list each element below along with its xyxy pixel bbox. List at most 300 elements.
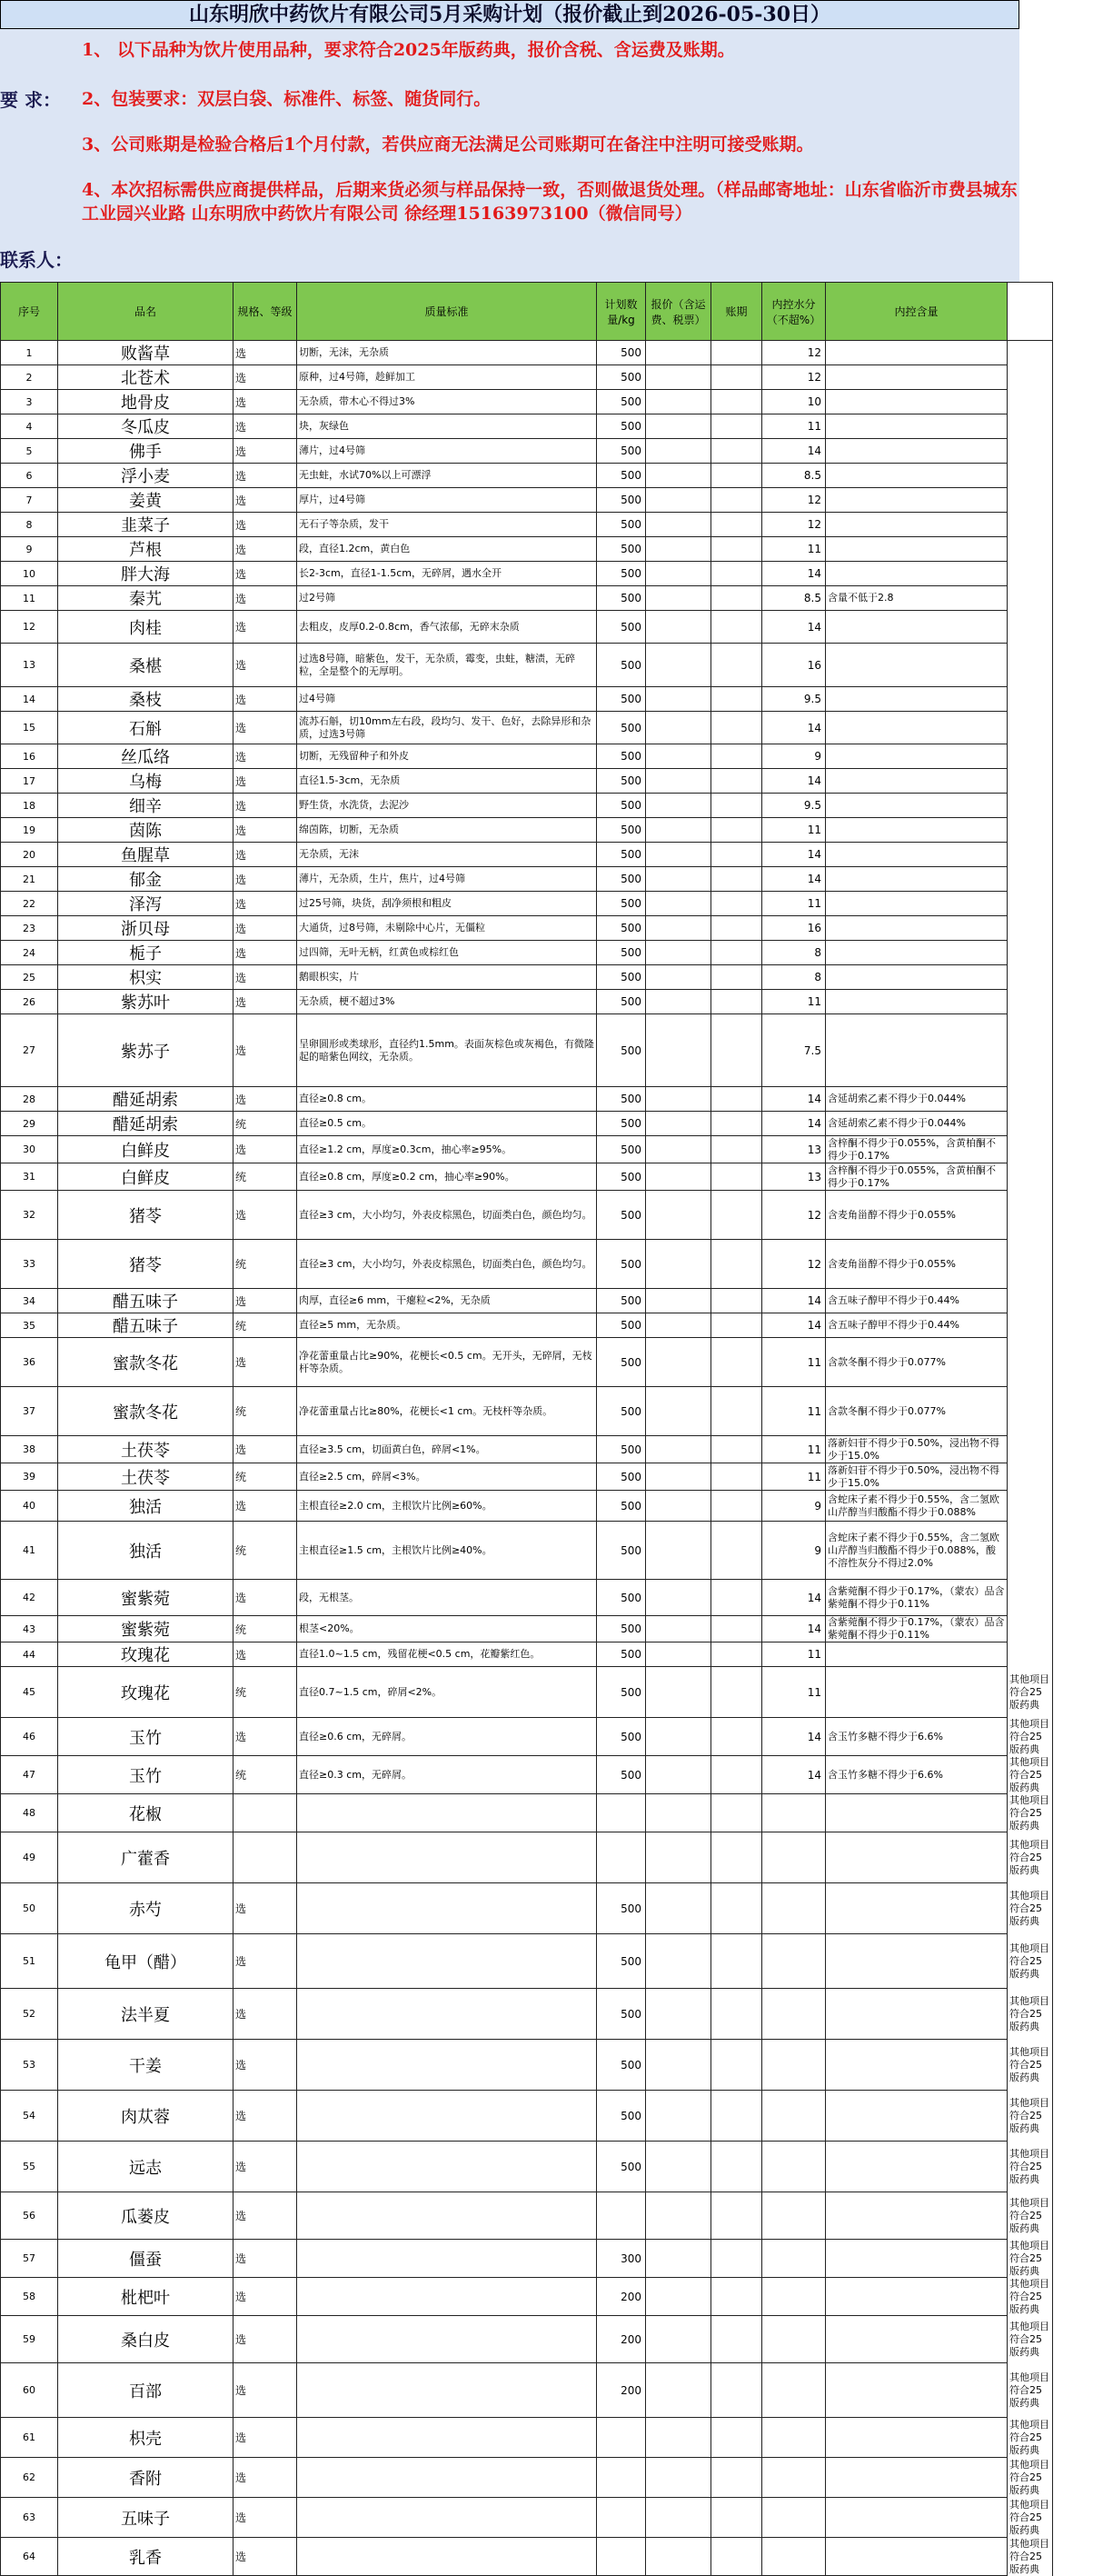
cell-quote <box>646 1989 711 2040</box>
cell-payment-term <box>711 867 762 892</box>
cell-name: 土茯苓 <box>58 1436 234 1463</box>
table-row <box>1 1522 1053 1580</box>
cell-content: 含蛇床子素不得少于0.55%，含二氢欧山芹醇当归酸酯不得少于0.088% <box>826 1491 1008 1522</box>
cell-quantity <box>597 2418 646 2458</box>
cell-quantity: 500 <box>597 513 646 537</box>
cell-no: 43 <box>1 1616 58 1642</box>
cell-quote <box>646 1718 711 1756</box>
table-row <box>1 1163 1053 1191</box>
cell-quantity: 500 <box>597 1491 646 1522</box>
cell-payment-term <box>711 1580 762 1616</box>
cell-spec: 选 <box>234 1136 297 1163</box>
cell-moisture: 9 <box>762 1491 826 1522</box>
cell-quantity: 500 <box>597 488 646 513</box>
cell-payment-term <box>711 464 762 488</box>
cell-quote <box>646 2498 711 2538</box>
cell-name: 百部 <box>58 2363 234 2418</box>
cell-moisture: 8.5 <box>762 586 826 611</box>
cell-standard: 过4号筛 <box>297 687 597 712</box>
cell-payment-term <box>711 2498 762 2538</box>
cell-content <box>826 2498 1008 2538</box>
cell-standard <box>297 1883 597 1934</box>
cell-name: 地骨皮 <box>58 390 234 414</box>
table-row <box>1 1883 1053 1934</box>
cell-quantity: 500 <box>597 892 646 916</box>
cell-name: 独活 <box>58 1491 234 1522</box>
cell-moisture: 11 <box>762 1667 826 1718</box>
cell-standard: 长2-3cm，直径1-1.5cm，无碎屑，遇水全开 <box>297 562 597 586</box>
cell-no: 59 <box>1 2316 58 2363</box>
cell-spec: 选 <box>234 769 297 794</box>
cell-quote <box>646 1436 711 1463</box>
table-row <box>1 794 1053 818</box>
cell-quote <box>646 1313 711 1338</box>
cell-spec: 选 <box>234 562 297 586</box>
cell-extra: 其他项目符合25版药典 <box>1008 1718 1053 1756</box>
cell-quote <box>646 2040 711 2091</box>
cell-no: 57 <box>1 2240 58 2278</box>
cell-extra <box>1008 644 1053 687</box>
cell-payment-term <box>711 1436 762 1463</box>
cell-quote <box>646 1463 711 1491</box>
cell-quote <box>646 1832 711 1883</box>
cell-payment-term <box>711 2240 762 2278</box>
cell-spec: 选 <box>234 1014 297 1087</box>
cell-extra <box>1008 341 1053 365</box>
cell-extra: 其他项目符合25版药典 <box>1008 2316 1053 2363</box>
cell-extra: 其他项目符合25版药典 <box>1008 2040 1053 2091</box>
cell-content: 含玉竹多糖不得少于6.6% <box>826 1756 1008 1794</box>
cell-standard <box>297 2316 597 2363</box>
cell-quantity: 500 <box>597 769 646 794</box>
cell-standard: 过四筛，无叶无柄，红黄色或棕红色 <box>297 941 597 965</box>
cell-extra <box>1008 488 1053 513</box>
cell-payment-term <box>711 1136 762 1163</box>
cell-name: 紫苏子 <box>58 1014 234 1087</box>
table-row <box>1 365 1053 390</box>
cell-spec: 统 <box>234 1313 297 1338</box>
cell-no: 12 <box>1 611 58 644</box>
cell-quote <box>646 586 711 611</box>
cell-no: 36 <box>1 1338 58 1387</box>
cell-extra <box>1008 1289 1053 1313</box>
cell-name: 玫瑰花 <box>58 1667 234 1718</box>
cell-extra <box>1008 390 1053 414</box>
cell-payment-term <box>711 586 762 611</box>
table-row <box>1 744 1053 769</box>
cell-spec: 选 <box>234 1191 297 1240</box>
cell-content <box>826 794 1008 818</box>
cell-content <box>826 2363 1008 2418</box>
cell-payment-term <box>711 1338 762 1387</box>
cell-standard: 过2号筛 <box>297 586 597 611</box>
cell-no: 41 <box>1 1522 58 1580</box>
cell-standard: 薄片，过4号筛 <box>297 439 597 464</box>
cell-spec: 选 <box>234 1642 297 1667</box>
cell-quote <box>646 916 711 941</box>
cell-payment-term <box>711 341 762 365</box>
cell-quantity <box>597 1794 646 1832</box>
cell-name: 法半夏 <box>58 1989 234 2040</box>
cell-quote <box>646 1087 711 1112</box>
cell-content <box>826 843 1008 867</box>
table-row <box>1 562 1053 586</box>
cell-standard <box>297 2278 597 2316</box>
cell-spec: 选 <box>234 2091 297 2142</box>
cell-moisture: 12 <box>762 341 826 365</box>
cell-payment-term <box>711 1087 762 1112</box>
cell-name: 浙贝母 <box>58 916 234 941</box>
cell-payment-term <box>711 1794 762 1832</box>
cell-quote <box>646 1491 711 1522</box>
cell-spec: 选 <box>234 867 297 892</box>
cell-spec: 选 <box>234 365 297 390</box>
cell-quote <box>646 1616 711 1642</box>
cell-no: 18 <box>1 794 58 818</box>
cell-moisture: 11 <box>762 1463 826 1491</box>
cell-name: 鱼腥草 <box>58 843 234 867</box>
cell-moisture: 11 <box>762 818 826 843</box>
table-row <box>1 1616 1053 1642</box>
cell-extra <box>1008 439 1053 464</box>
cell-name: 肉桂 <box>58 611 234 644</box>
cell-extra <box>1008 990 1053 1014</box>
cell-moisture: 11 <box>762 1338 826 1387</box>
cell-no: 30 <box>1 1136 58 1163</box>
cell-moisture: 11 <box>762 990 826 1014</box>
cell-no: 25 <box>1 965 58 990</box>
cell-extra <box>1008 843 1053 867</box>
cell-quantity: 500 <box>597 1014 646 1087</box>
cell-name: 桑白皮 <box>58 2316 234 2363</box>
cell-quote <box>646 990 711 1014</box>
cell-content: 含延胡索乙素不得少于0.044% <box>826 1112 1008 1136</box>
cell-spec: 选 <box>234 2458 297 2498</box>
cell-no: 47 <box>1 1756 58 1794</box>
cell-spec: 选 <box>234 2142 297 2192</box>
cell-payment-term <box>711 2458 762 2498</box>
cell-payment-term <box>711 1718 762 1756</box>
cell-quantity: 500 <box>597 562 646 586</box>
cell-content <box>826 644 1008 687</box>
cell-spec: 选 <box>234 611 297 644</box>
cell-moisture <box>762 2538 826 2576</box>
cell-spec: 选 <box>234 341 297 365</box>
cell-name: 玉竹 <box>58 1756 234 1794</box>
cell-payment-term <box>711 439 762 464</box>
cell-content <box>826 611 1008 644</box>
cell-moisture: 9 <box>762 1522 826 1580</box>
cell-no: 24 <box>1 941 58 965</box>
cell-no: 64 <box>1 2538 58 2576</box>
cell-quantity: 500 <box>597 1191 646 1240</box>
cell-standard: 直径≥0.3 cm，无碎屑。 <box>297 1756 597 1794</box>
cell-quantity: 500 <box>597 341 646 365</box>
cell-quantity: 500 <box>597 1087 646 1112</box>
cell-spec: 选 <box>234 488 297 513</box>
cell-payment-term <box>711 1163 762 1191</box>
cell-spec: 选 <box>234 1289 297 1313</box>
cell-standard: 直径0.7~1.5 cm，碎屑<2%。 <box>297 1667 597 1718</box>
table-row <box>1 644 1053 687</box>
cell-content <box>826 1794 1008 1832</box>
cell-payment-term <box>711 1934 762 1989</box>
cell-content <box>826 867 1008 892</box>
cell-content <box>826 1667 1008 1718</box>
cell-spec <box>234 1832 297 1883</box>
cell-moisture: 14 <box>762 712 826 744</box>
cell-name: 枳壳 <box>58 2418 234 2458</box>
cell-content <box>826 990 1008 1014</box>
cell-payment-term <box>711 2316 762 2363</box>
cell-quote <box>646 892 711 916</box>
cell-moisture <box>762 2142 826 2192</box>
cell-no: 37 <box>1 1387 58 1436</box>
cell-quantity: 500 <box>597 2142 646 2192</box>
cell-standard: 直径≥3 cm，大小均匀，外表皮棕黑色，切面类白色，颜色均匀。 <box>297 1191 597 1240</box>
cell-moisture: 13 <box>762 1136 826 1163</box>
cell-payment-term <box>711 537 762 562</box>
cell-quantity: 500 <box>597 1718 646 1756</box>
cell-name: 瓜蒌皮 <box>58 2192 234 2240</box>
cell-extra: 其他项目符合25版药典 <box>1008 2363 1053 2418</box>
requirement-4: 4、本次招标需供应商提供样品，后期来货必须与样品保持一致，否则做退货处理。（样品邮寄地址：山东省临沂市费县城东工业园兴业路 山东明欣中药饮片有限公司 徐经理15163973100（微信同号） <box>82 180 1018 224</box>
cell-moisture: 14 <box>762 562 826 586</box>
cell-no: 61 <box>1 2418 58 2458</box>
cell-quote <box>646 439 711 464</box>
cell-moisture: 14 <box>762 843 826 867</box>
table-row <box>1 464 1053 488</box>
cell-content <box>826 414 1008 439</box>
cell-quote <box>646 843 711 867</box>
cell-name: 干姜 <box>58 2040 234 2091</box>
cell-quote <box>646 1112 711 1136</box>
cell-name: 土茯苓 <box>58 1463 234 1491</box>
cell-moisture: 12 <box>762 488 826 513</box>
cell-standard: 过选8号筛，暗紫色，发干，无杂质，霉变，虫蛀，糖渍，无碎粒，全是整个的无厚明。 <box>297 644 597 687</box>
cell-name: 花椒 <box>58 1794 234 1832</box>
cell-quote <box>646 1642 711 1667</box>
cell-quote <box>646 1338 711 1387</box>
cell-moisture: 11 <box>762 1387 826 1436</box>
table-row <box>1 2538 1053 2576</box>
cell-moisture: 11 <box>762 1642 826 1667</box>
cell-quote <box>646 1667 711 1718</box>
cell-content <box>826 2142 1008 2192</box>
table-row <box>1 1087 1053 1112</box>
cell-spec: 统 <box>234 1756 297 1794</box>
cell-payment-term <box>711 744 762 769</box>
table-row <box>1 1989 1053 2040</box>
cell-payment-term <box>711 611 762 644</box>
cell-standard <box>297 2363 597 2418</box>
cell-content: 含梓酮不得少于0.055%，含黄柏酮不得少于0.17% <box>826 1163 1008 1191</box>
cell-spec: 统 <box>234 1616 297 1642</box>
cell-quote <box>646 1289 711 1313</box>
cell-no: 34 <box>1 1289 58 1313</box>
cell-content <box>826 712 1008 744</box>
cell-quote <box>646 744 711 769</box>
cell-moisture: 14 <box>762 769 826 794</box>
cell-extra <box>1008 611 1053 644</box>
cell-extra <box>1008 1491 1053 1522</box>
cell-content <box>826 941 1008 965</box>
cell-name: 远志 <box>58 2142 234 2192</box>
cell-moisture <box>762 2458 826 2498</box>
cell-moisture: 16 <box>762 916 826 941</box>
cell-payment-term <box>711 1756 762 1794</box>
cell-quote <box>646 1387 711 1436</box>
cell-quantity: 500 <box>597 1387 646 1436</box>
cell-spec: 选 <box>234 2316 297 2363</box>
cell-quote <box>646 537 711 562</box>
cell-moisture <box>762 2316 826 2363</box>
cell-spec: 选 <box>234 537 297 562</box>
cell-content: 含五味子醇甲不得少于0.44% <box>826 1289 1008 1313</box>
cell-payment-term <box>711 2363 762 2418</box>
cell-quote <box>646 2363 711 2418</box>
cell-name: 枇杷叶 <box>58 2278 234 2316</box>
cell-content <box>826 2538 1008 2576</box>
cell-payment-term <box>711 644 762 687</box>
cell-content <box>826 2240 1008 2278</box>
cell-moisture: 16 <box>762 644 826 687</box>
cell-standard: 直径≥0.8 cm，厚度≥0.2 cm，抽心率≥90%。 <box>297 1163 597 1191</box>
cell-no: 2 <box>1 365 58 390</box>
cell-quantity <box>597 2498 646 2538</box>
cell-extra <box>1008 916 1053 941</box>
cell-name: 桑椹 <box>58 644 234 687</box>
cell-name: 紫苏叶 <box>58 990 234 1014</box>
cell-spec: 选 <box>234 941 297 965</box>
cell-standard: 块，灰绿色 <box>297 414 597 439</box>
cell-extra <box>1008 562 1053 586</box>
cell-extra <box>1008 1014 1053 1087</box>
cell-payment-term <box>711 769 762 794</box>
cell-extra <box>1008 1112 1053 1136</box>
cell-quote <box>646 941 711 965</box>
cell-quote <box>646 2418 711 2458</box>
cell-extra: 其他项目符合25版药典 <box>1008 2240 1053 2278</box>
cell-standard: 直径≥3.5 cm，切面黄白色，碎屑<1%。 <box>297 1436 597 1463</box>
table-row <box>1 2363 1053 2418</box>
cell-quantity: 500 <box>597 1580 646 1616</box>
cell-quote <box>646 1756 711 1794</box>
table-row <box>1 1112 1053 1136</box>
cell-extra <box>1008 414 1053 439</box>
cell-quantity: 500 <box>597 1756 646 1794</box>
cell-name: 北苍术 <box>58 365 234 390</box>
cell-quantity: 500 <box>597 1522 646 1580</box>
cell-spec: 选 <box>234 586 297 611</box>
cell-quantity: 500 <box>597 1313 646 1338</box>
cell-quote <box>646 2316 711 2363</box>
cell-extra <box>1008 818 1053 843</box>
cell-name: 冬瓜皮 <box>58 414 234 439</box>
cell-name: 玫瑰花 <box>58 1642 234 1667</box>
cell-quote <box>646 1522 711 1580</box>
cell-extra: 其他项目符合25版药典 <box>1008 2142 1053 2192</box>
cell-extra <box>1008 941 1053 965</box>
cell-spec: 选 <box>234 687 297 712</box>
cell-moisture: 14 <box>762 867 826 892</box>
cell-quantity: 500 <box>597 990 646 1014</box>
cell-content <box>826 892 1008 916</box>
cell-standard <box>297 2458 597 2498</box>
cell-standard <box>297 1934 597 1989</box>
cell-no: 31 <box>1 1163 58 1191</box>
cell-moisture <box>762 2418 826 2458</box>
cell-name: 胖大海 <box>58 562 234 586</box>
table-row <box>1 1934 1053 1989</box>
cell-standard: 原种，过4号筛，趁鲜加工 <box>297 365 597 390</box>
cell-extra: 其他项目符合25版药典 <box>1008 2091 1053 2142</box>
cell-quote <box>646 611 711 644</box>
cell-no: 39 <box>1 1463 58 1491</box>
cell-name: 蜜款冬花 <box>58 1387 234 1436</box>
cell-spec: 统 <box>234 1522 297 1580</box>
cell-quantity: 500 <box>597 464 646 488</box>
cell-standard: 切断，无残留种子和外皮 <box>297 744 597 769</box>
cell-moisture: 14 <box>762 611 826 644</box>
cell-extra <box>1008 1436 1053 1463</box>
cell-name: 佛手 <box>58 439 234 464</box>
cell-quantity: 500 <box>597 439 646 464</box>
cell-spec: 选 <box>234 390 297 414</box>
cell-payment-term <box>711 1883 762 1934</box>
cell-payment-term <box>711 965 762 990</box>
cell-payment-term <box>711 990 762 1014</box>
cell-moisture: 13 <box>762 1163 826 1191</box>
cell-quantity: 500 <box>597 2040 646 2091</box>
cell-standard: 无石子等杂质，发干 <box>297 513 597 537</box>
cell-spec: 选 <box>234 2278 297 2316</box>
cell-name: 石斛 <box>58 712 234 744</box>
cell-no: 54 <box>1 2091 58 2142</box>
cell-moisture: 10 <box>762 390 826 414</box>
header-no: 序号 <box>1 283 58 341</box>
table-row <box>1 586 1053 611</box>
cell-content <box>826 1883 1008 1934</box>
cell-payment-term <box>711 1642 762 1667</box>
header-moisture: 内控水分（不超%） <box>762 283 826 341</box>
cell-extra <box>1008 1313 1053 1338</box>
cell-spec: 选 <box>234 1934 297 1989</box>
header-name: 品名 <box>58 283 234 341</box>
cell-no: 27 <box>1 1014 58 1087</box>
cell-no: 1 <box>1 341 58 365</box>
cell-standard: 直径≥0.6 cm，无碎屑。 <box>297 1718 597 1756</box>
cell-name: 栀子 <box>58 941 234 965</box>
table-row <box>1 843 1053 867</box>
cell-quote <box>646 1014 711 1087</box>
table-row <box>1 2040 1053 2091</box>
table-row <box>1 990 1053 1014</box>
table-row <box>1 1313 1053 1338</box>
cell-name: 白鲜皮 <box>58 1163 234 1191</box>
cell-spec: 统 <box>234 1240 297 1289</box>
cell-no: 6 <box>1 464 58 488</box>
cell-content <box>826 537 1008 562</box>
table-row <box>1 537 1053 562</box>
cell-no: 28 <box>1 1087 58 1112</box>
cell-moisture <box>762 2240 826 2278</box>
table-row <box>1 2316 1053 2363</box>
cell-spec: 选 <box>234 464 297 488</box>
cell-no: 49 <box>1 1832 58 1883</box>
header-content: 内控含量 <box>826 283 1008 341</box>
cell-spec: 选 <box>234 2192 297 2240</box>
